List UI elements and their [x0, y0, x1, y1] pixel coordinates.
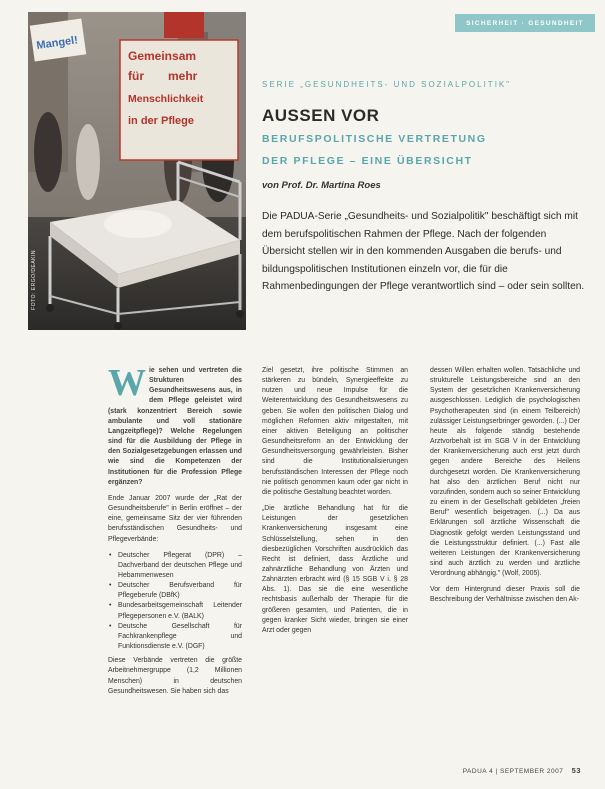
subtitle-line-2: DER PFLEGE – EINE ÜBERSICHT	[262, 155, 473, 167]
author-line	[262, 180, 381, 191]
issue-label: PADUA 4 | SEPTEMBER 2007	[462, 768, 564, 775]
column-1-paragraph-2: Diese Verbände vertreten die größte Arbeitnehmergruppe (1,2 Millionen Menschen) in deutschen Gesundheitswesen. Sie haben sich das	[108, 657, 242, 695]
article-title: AUSSEN VOR	[262, 106, 380, 125]
text-column-2	[262, 366, 408, 642]
subtitle-line-1: BERUFSPOLITISCHE VERTRETUNG	[262, 133, 487, 145]
sign-line-5: in der Pflege	[128, 115, 195, 127]
intro-text: ie sehen und vertreten die Strukturen des Gesundheitswesens aus, in dem Pflege geleistet wird (stark konzentriert Bereich sowie ambulante und voll stationäre Langzeitpflege)? Welche Regelungen sind für die Ausbildung der Pflege in den Sozialgesetzgebungen erlassen und wie sind die Kompetenzen der Institutionen für die Profession Pflege ergänzen?	[108, 367, 242, 486]
column-2-paragraph-2: „Die ärztliche Behandlung hat für die Leistungen der gesetzlichen Krankenversicherung insgesamt eine Schlüsselstellung, sehen in den diesbezüglichen Vorschriften ausdrücklich das Recht ist definiert, dass Ärztliche und zahnärztliche Behandlung von Ärzten und Zahnärzten erbracht wird (§ 15 SGB V i. § 28 Abs. 1). Das sie die eine wesentliche rechtsbasis außerhalb der Therapie für die größeren gesamten, und Patienten, die in gegen kranker Sicht wieder, bringen sie einer Arzt oder gegen	[262, 505, 408, 634]
page-footer	[463, 766, 581, 775]
author-prefix: von	[262, 180, 279, 191]
association-list	[108, 551, 242, 653]
list-item: • Deutscher Berufsverband für Pflegeberufe (DBfK)	[108, 581, 242, 601]
page-number: 53	[571, 766, 581, 775]
column-3-paragraph-2: Vor dem Hintergrund dieser Praxis soll die Beschreibung der Verhältnisse zwischen den Ak-	[430, 586, 580, 604]
text-column-1	[108, 362, 242, 703]
list-item: • Deutsche Gesellschaft für Fachkrankenpflege und Funktionsdienste e.V. (DGF)	[108, 622, 242, 652]
text-column-3	[430, 366, 580, 612]
column-2-paragraph: Ziel gesetzt, ihre politische Stimmen an stärkeren zu bündeln, Synergieeffekte zu nutzen und neue Impulse für die Weiterentwicklung des Gesundheitswesens zu geben. Sie wollen den politischen Dialog und möglichen Reformen aktiv mitgestalten, mit einer aktiven Beteiligung an politischer Gesundheitsreform an der Entwicklung der Gesundheitsversorgung gewährleisten. Bisher sind die Institutionalisierungen berufsständischen Interessen der Pflege noch nie politisch genommen kaum oder gar nicht in die politische Gestaltung beachtet worden.	[262, 367, 408, 496]
series-label: SERIE „GESUNDHEITS- UND SOZIALPOLITIK"	[262, 80, 512, 89]
section-band: SICHERHEIT · GESUNDHEIT	[455, 14, 595, 32]
article-subtitle	[262, 128, 582, 172]
sign-line-3: mehr	[168, 69, 198, 83]
list-item: • Bundesarbeitsgemeinschaft Leitender Pflegepersonen e.V. (BALK)	[108, 601, 242, 621]
sign-line-2: für	[128, 69, 144, 83]
protest-bed-illustration	[28, 12, 246, 330]
sign-mangel-text: Mangel!	[35, 34, 79, 52]
photo-credit: FOTO: ERGO/DEAKIN	[31, 250, 37, 310]
sign-line-1: Gemeinsam	[128, 49, 197, 63]
column-3-paragraph: dessen Willen erhalten wollen. Tatsächliche und strukturelle Leistungsbereiche sind an den System der gesetzlichen Krankenversicherung ausgeschlossen. Lediglich die psychologischen Psychotherapeuten sind (in einem Teilbereich) zulässiger Leistungserbringer geworden. (...) Der heute als folgende ständig bestehende Arztvorbehalt ist im SGB V in der Entwicklung der Krankenversicherung auch erst jetzt durch gegen andere Bereiche des Heilens durchgesetzt worden. Die Krankenversicherung hat also den ärztlichen Beruf nicht nur vorzufinden, sondern auch so seiner Entwicklung zu einem in der Gesellschaft gebildeten „freien Beruf" wesentlich beigetragen. (...) Da aus Erklärungen soll ärztliche Wissenschaft die Diagnostik gefolgt werden Leistungsstand und die Leistungsstruktur definiert. (...) Fast alle weiteren Leistungen der Krankenversicherung sind auch ärztlich zu werden und ärztliche Verordnung abhängig." (Wolf, 2005).	[430, 367, 580, 578]
column-1-paragraph: Ende Januar 2007 wurde der „Rat der Gesundheitsberufe" in Berlin eröffnet – der eine, gemeinsame Sitz der vier führenden berufsständischen Gesundheits- und Pflegeverbände:	[108, 494, 242, 543]
drop-cap: W	[108, 362, 146, 404]
article-photo	[28, 12, 246, 330]
sign-line-4: Menschlichkeit	[128, 93, 204, 105]
lead-paragraph: Die PADUA-Serie „Gesundheits- und Sozialpolitik" beschäftigt sich mit dem berufspolitischen Rahmen der Pflege. Nach der folgenden Übersicht stellen wir in den kommenden Ausgaben die berufs- und bildungspolitischen Institutionen einzeln vor, die für die Rahmenbedingungen der Pflege verantwortlich sind – oder sein sollten.	[262, 211, 585, 293]
list-item: • Deutscher Pflegerat (DPR) – Dachverband der deutschen Pflege und Hebammenwesen	[108, 551, 242, 581]
author-name: Prof. Dr. Martina Roes	[281, 180, 381, 191]
